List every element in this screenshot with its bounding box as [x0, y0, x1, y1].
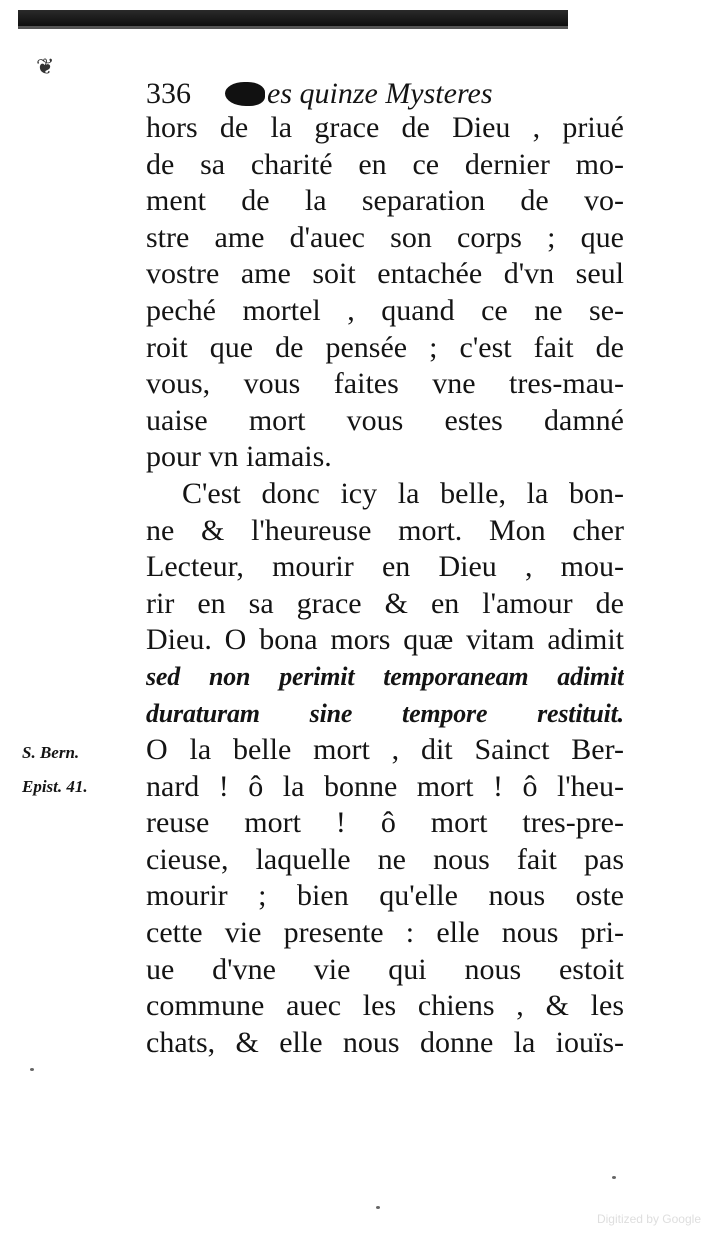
text-line: ue d'vne vie qui nous estoit [146, 952, 624, 986]
ink-speck [30, 1068, 34, 1071]
ornament-icon [225, 82, 265, 106]
text-line: vous, vous faites vne tres-mau- [146, 367, 624, 401]
text-line: cette vie presente : elle nous pri- [146, 916, 624, 950]
ink-speck [376, 1206, 380, 1209]
text-line: Dieu. O bona mors quæ vitam adimit [146, 623, 624, 657]
text-line: de sa charité en ce dernier mo- [146, 147, 624, 181]
text-line: hors de la grace de Dieu , priué [146, 111, 624, 144]
text-line: nard ! ô la bonne mort ! ô l'heu- [146, 769, 624, 803]
running-title: es quinze Mysteres [267, 77, 493, 110]
text-line: Lecteur, mourir en Dieu , mou- [146, 550, 624, 584]
text-line: cieuse, laquelle ne nous fait pas [146, 842, 624, 876]
latin-quote-line: sed non perimit temporaneam adimit [146, 661, 624, 691]
text-line: vostre ame soit entachée d'vn seul [146, 257, 624, 291]
text-line: pour vn iamais. [146, 440, 332, 474]
text-line: ne & l'heureuse mort. Mon cher [146, 513, 624, 547]
text-line: uaise mort vous estes damné [146, 403, 624, 437]
text-line: rir en sa grace & en l'amour de [146, 586, 624, 620]
text-line: stre ame d'auec son corps ; que [146, 220, 624, 254]
page-number: 336 [146, 77, 191, 110]
text-line: reuse mort ! ô mort tres-pre- [146, 806, 624, 840]
text-line: commune auec les chiens , & les [146, 989, 624, 1023]
text-line: chats, & elle nous donne la iouïs- [146, 1025, 624, 1059]
text-line: C'est donc icy la belle, la bon- [182, 476, 624, 510]
ink-speck [612, 1176, 616, 1179]
watermark: Digitized by Google [596, 1212, 701, 1226]
body-text [146, 110, 624, 1061]
ink-mark: ❦ [36, 54, 55, 79]
margin-note-author: S. Bern. [22, 743, 80, 762]
latin-quote-line: duraturam sine tempore restituit. [146, 698, 624, 728]
margin-note-reference: Epist. 41. [22, 777, 88, 796]
text-line: mourir ; bien qu'elle nous oste [146, 879, 624, 913]
text-line: peché mortel , quand ce ne se- [146, 293, 624, 327]
text-line: ment de la separation de vo- [146, 184, 624, 218]
page-top-edge [18, 10, 568, 29]
text-line: roit que de pensée ; c'est fait de [146, 330, 624, 364]
text-line: O la belle mort , dit Sainct Ber- [146, 733, 624, 767]
